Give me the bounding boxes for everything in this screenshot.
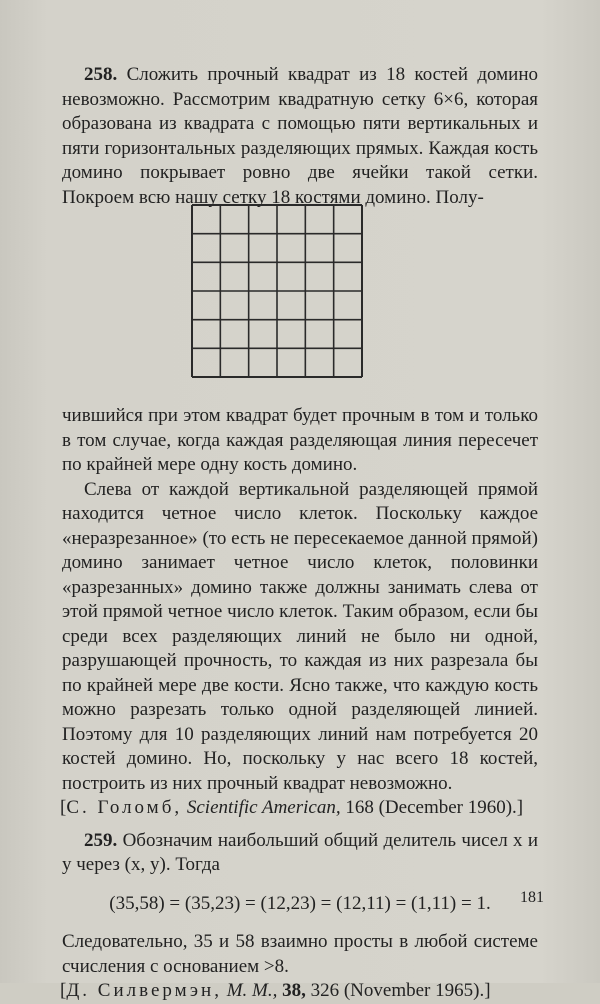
reference-volume: 38, (282, 980, 306, 1001)
page-number: 181 (520, 889, 544, 906)
problem-259-paragraph-2: Следовательно, 35 и 58 взаимно просты в любой системе счисления с основанием >8. (62, 931, 538, 977)
reference-author: С. Голомб, (66, 797, 183, 818)
problem-258-intro (62, 63, 538, 210)
problem-259-reference: [Д. Силвермэн, М. М., 38, 326 (November 1965).] (60, 980, 491, 1001)
problem-259-paragraph-1: 259. Обозначим наибольший общий делитель чисел x и y через (x, y). Тогда (62, 829, 538, 875)
problem-number: 258. (84, 64, 118, 85)
problem-258-paragraph-1-cont: чившийся при этом квадрат будет прочным в том и только в том случае, когда каждая разделяющая линия пересечет по крайней мере одну кость домино. (62, 405, 538, 475)
reference-author: Д. Силвермэн, (66, 980, 222, 1001)
problem-258-continued (62, 404, 538, 1004)
gcd-formula: (35,58) = (35,23) = (12,23) = (12,11) = (1,11) = 1. (109, 892, 491, 914)
problem-258-paragraph-1: Сложить прочный квадрат из 18 костей домино невозможно. Рассмотрим квадратную сетку 6×6, которая образована из квадрата с помощью пяти вертикальных и пяти горизонтальных разделяющих прямых. Каждая кость домино покрывает ровно две ячейки такой сетки. Покроем всю нашу сетку 18 костями домино. Полу- (62, 64, 538, 208)
problem-number: 259. (84, 829, 118, 851)
problem-258-reference: [С. Голомб, Scientific American, 168 (December 1960).] (60, 797, 524, 818)
problem-258-paragraph-2: Слева от каждой вертикальной разделяющей прямой находится четное число клеток. Поскольку каждое «неразрезанное» (то есть не пересекаемое данной прямой) домино занимает четное число клеток, половинки «разрезанных» домино также должны занимать слева от этой прямой четное число клеток. Таким образом, если бы среди всех разделяющих линий не было ни одной, разрушающей прочность, то каждая из них разрезала бы по крайней мере две кости. Ясно также, что каждую кость можно разрезать только одной разделяющей линией. Поэтому для 10 разделяющих линий нам потребуется 20 костей домино. Но, поскольку у нас всего 18 костей, построить из них прочный квадрат невозможно. (62, 478, 538, 794)
reference-journal: М. М., (226, 980, 278, 1001)
reference-journal: Scientific American, (186, 797, 341, 818)
domino-grid-diagram (190, 203, 364, 379)
